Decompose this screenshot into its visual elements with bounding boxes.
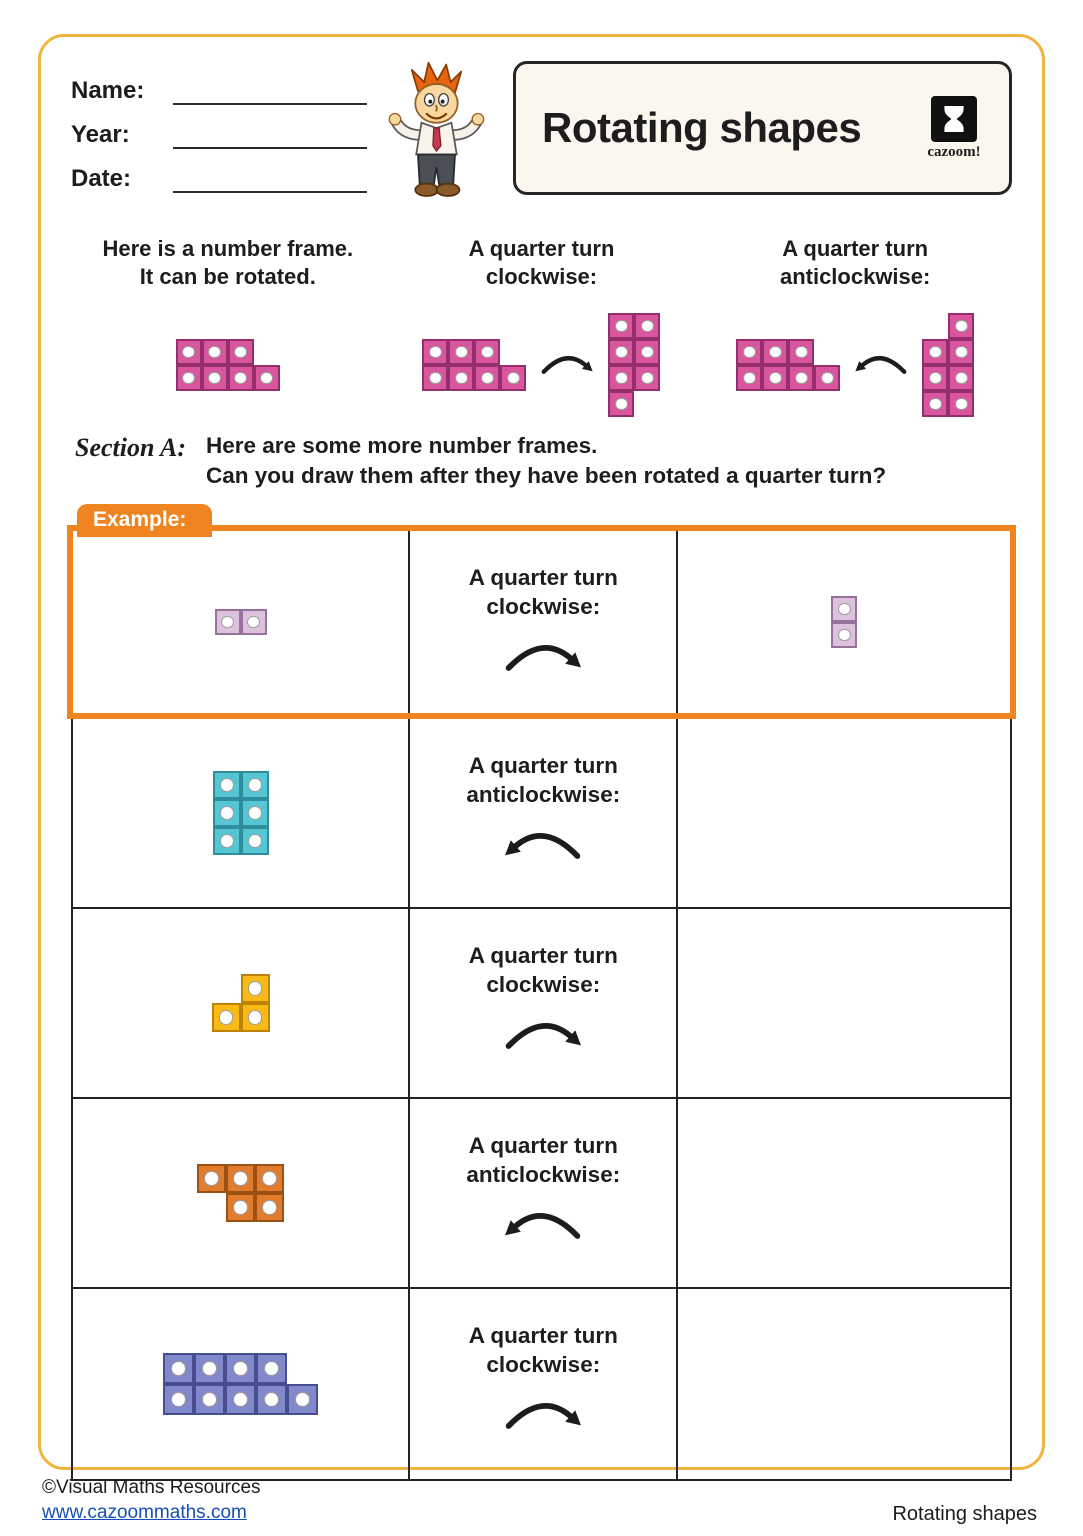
anticlockwise-arrow-icon	[500, 1200, 586, 1252]
rotation-instruction: A quarter turn anticlockwise:	[466, 1133, 621, 1188]
website-link[interactable]: www.cazoommaths.com	[42, 1502, 247, 1524]
title-box	[513, 61, 1012, 195]
date-field	[71, 165, 381, 193]
number-frame-original	[422, 339, 526, 391]
cazoom-logo-text: cazoom!	[927, 143, 981, 160]
anticlockwise-arrow-icon	[500, 820, 586, 872]
cartoon-character	[381, 61, 499, 211]
section-a-heading	[71, 431, 1012, 507]
page-title: Rotating shapes	[542, 104, 862, 151]
question-frame-yellow	[212, 974, 270, 1032]
instruction-cell	[410, 531, 678, 713]
year-line	[173, 123, 367, 149]
number-frame-rotated-clockwise	[608, 313, 660, 417]
date-label: Date:	[71, 165, 132, 192]
footer	[42, 1475, 1037, 1526]
clockwise-arrow-icon	[500, 1390, 586, 1442]
table-row	[73, 719, 1010, 909]
section-a-instructions: Here are some more number frames. Can you draw them after they have been rotated a quarter turn?	[205, 433, 887, 489]
year-label: Year:	[71, 121, 130, 148]
worksheet-border-frame	[38, 34, 1045, 1470]
question-frame-cyan	[213, 771, 269, 855]
clockwise-arrow-icon	[500, 1010, 586, 1062]
number-frame-original	[176, 339, 280, 391]
header	[71, 61, 1012, 213]
intro-heading-2: A quarter turn clockwise:	[468, 236, 615, 289]
rotation-instruction: A quarter turn clockwise:	[468, 1323, 618, 1378]
shape-cell	[73, 719, 410, 907]
example-question-frame	[215, 609, 267, 635]
question-frame-orange	[197, 1164, 284, 1222]
rotation-instruction: A quarter turn anticlockwise:	[466, 753, 621, 808]
number-frame-rotated-anticlockwise	[922, 313, 974, 417]
answer-cell	[678, 531, 1010, 713]
copyright-text: ©Visual Maths Resources	[42, 1476, 261, 1498]
anticlockwise-arrow-icon	[852, 347, 910, 383]
intro-heading-1: Here is a number frame. It can be rotated.	[102, 236, 354, 289]
intro-heading-3: A quarter turn anticlockwise:	[779, 236, 931, 289]
shape-cell	[73, 909, 410, 1097]
year-field	[71, 121, 381, 149]
intro-col-clockwise	[385, 235, 699, 424]
table-row	[73, 1099, 1010, 1289]
cazoom-logo	[919, 96, 989, 161]
shape-cell	[73, 531, 410, 713]
answer-cell-empty	[678, 1099, 1010, 1287]
clockwise-arrow-icon	[500, 632, 586, 684]
instruction-cell	[410, 719, 678, 907]
answer-cell-empty	[678, 1289, 1010, 1479]
instruction-cell	[410, 1099, 678, 1287]
shape-cell	[73, 1099, 410, 1287]
example-tab: Example:	[77, 504, 212, 537]
clockwise-arrow-icon	[538, 347, 596, 383]
question-frame-blue	[163, 1353, 318, 1415]
exercise-table	[71, 508, 1012, 1481]
name-field	[71, 77, 381, 105]
answer-cell-empty	[678, 719, 1010, 907]
rotation-instruction: A quarter turn clockwise:	[468, 943, 618, 998]
name-line	[173, 79, 367, 105]
example-answer-frame	[831, 596, 857, 648]
name-label: Name:	[71, 77, 145, 104]
shape-cell	[73, 1289, 410, 1479]
cazoom-logo-icon	[931, 96, 977, 142]
number-frame-original	[736, 339, 840, 391]
intro-col-original	[71, 235, 385, 424]
student-fields	[71, 61, 381, 193]
answer-cell-empty	[678, 909, 1010, 1097]
footer-doc-title: Rotating shapes	[892, 1503, 1037, 1525]
date-line	[173, 167, 367, 193]
instruction-cell	[410, 1289, 678, 1479]
table-row	[73, 909, 1010, 1099]
intro-row	[71, 235, 1012, 423]
rotation-instruction: A quarter turn clockwise:	[468, 565, 618, 620]
intro-col-anticlockwise	[698, 235, 1012, 424]
table-row-example	[67, 508, 1016, 719]
table-row	[73, 1289, 1010, 1479]
section-a-label: Section A:	[75, 433, 186, 462]
instruction-cell	[410, 909, 678, 1097]
